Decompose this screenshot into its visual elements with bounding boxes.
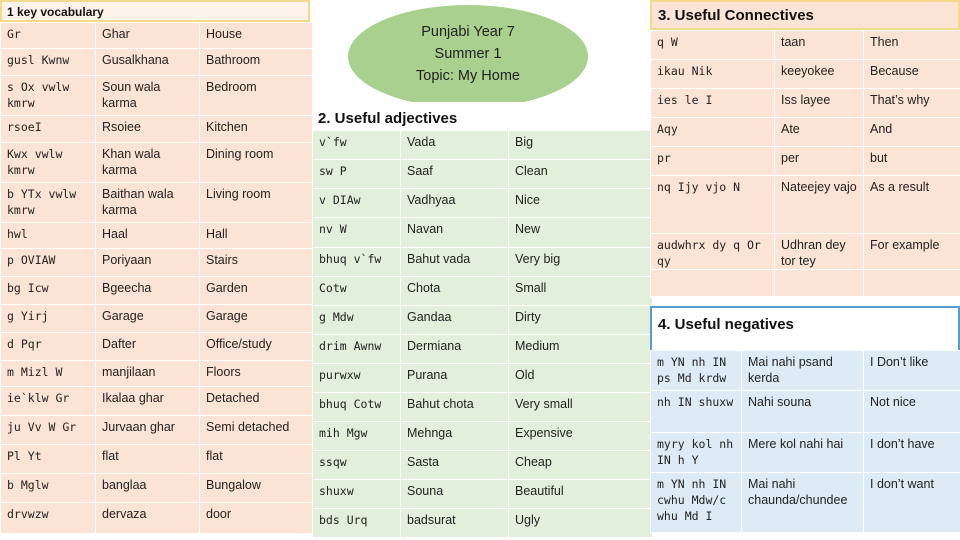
transliteration-cell: Bahut vada	[401, 248, 509, 277]
english-cell: New	[509, 218, 653, 248]
transliteration-cell: Bahut chota	[401, 393, 509, 422]
oval-line-3: Topic: My Home	[416, 68, 520, 84]
transliteration-cell: Nateejey vajo	[775, 176, 864, 234]
transliteration-cell: Saaf	[401, 160, 509, 189]
english-cell: Small	[509, 277, 653, 306]
english-cell: Nice	[509, 189, 653, 218]
english-cell: I don’t have	[864, 433, 960, 473]
english-cell: Hall	[200, 223, 313, 249]
gurmukhi-cell: Kwx vwlw kmrw	[1, 143, 96, 183]
transliteration-cell: Gusalkhana	[96, 49, 200, 76]
transliteration-cell: Dafter	[96, 333, 200, 361]
gurmukhi-cell: pr	[651, 147, 775, 176]
gurmukhi-cell: Pl Yt	[1, 445, 96, 474]
gurmukhi-cell: mih Mgw	[313, 422, 401, 451]
gurmukhi-cell: s Ox vwlw kmrw	[1, 76, 96, 116]
adjectives-row	[313, 451, 653, 480]
vocab-row	[1, 183, 313, 223]
english-cell: Clean	[509, 160, 653, 189]
gurmukhi-cell: rsoeI	[1, 116, 96, 143]
adjectives-row	[313, 364, 653, 393]
adjectives-row	[313, 160, 653, 189]
gurmukhi-cell: b Mglw	[1, 474, 96, 503]
transliteration-cell: Baithan wala karma	[96, 183, 200, 223]
key-vocabulary-panel	[0, 0, 312, 534]
english-cell: Big	[509, 131, 653, 160]
vocab-row	[1, 305, 313, 333]
gurmukhi-cell: b YTx vwlw kmrw	[1, 183, 96, 223]
vocab-row	[1, 23, 313, 49]
english-cell	[864, 270, 960, 297]
gurmukhi-cell: d Pqr	[1, 333, 96, 361]
gurmukhi-cell: drvwzw	[1, 503, 96, 534]
gurmukhi-cell: bds Urq	[313, 509, 401, 538]
english-cell: Ugly	[509, 509, 653, 538]
transliteration-cell: Gandaa	[401, 306, 509, 335]
vocab-row	[1, 445, 313, 474]
connectives-row	[651, 176, 960, 234]
negatives-table	[650, 350, 960, 533]
english-cell: Not nice	[864, 391, 960, 433]
adjectives-row	[313, 189, 653, 218]
vocab-title: 1 key vocabulary	[0, 0, 310, 22]
transliteration-cell: Rsoiee	[96, 116, 200, 143]
english-cell: That’s why	[864, 89, 960, 118]
transliteration-cell: flat	[96, 445, 200, 474]
adjectives-table	[312, 130, 653, 538]
english-cell: Bedroom	[200, 76, 313, 116]
negatives-panel	[650, 306, 960, 533]
negatives-row	[651, 391, 960, 433]
connectives-table	[650, 30, 960, 297]
adjectives-row	[313, 480, 653, 509]
transliteration-cell: keeyokee	[775, 60, 864, 89]
transliteration-cell: Chota	[401, 277, 509, 306]
connectives-title: 3. Useful Connectives	[650, 0, 960, 30]
adjectives-row	[313, 306, 653, 335]
english-cell: Very small	[509, 393, 653, 422]
vocab-row	[1, 76, 313, 116]
gurmukhi-cell: audwhrx dy q Or qy	[651, 234, 775, 270]
transliteration-cell: Dermiana	[401, 335, 509, 364]
vocab-row	[1, 416, 313, 445]
gurmukhi-cell: Gr	[1, 23, 96, 49]
gurmukhi-cell: v`fw	[313, 131, 401, 160]
english-cell: Cheap	[509, 451, 653, 480]
gurmukhi-cell: myry kol nh IN h Y	[651, 433, 742, 473]
transliteration-cell: Vadhyaa	[401, 189, 509, 218]
english-cell: For example	[864, 234, 960, 270]
transliteration-cell: Nahi souna	[742, 391, 864, 433]
english-cell: Living room	[200, 183, 313, 223]
negatives-title: 4. Useful negatives	[650, 306, 960, 350]
transliteration-cell: Sasta	[401, 451, 509, 480]
gurmukhi-cell: m YN nh IN ps Md krdw	[651, 351, 742, 391]
vocab-row	[1, 474, 313, 503]
english-cell: Bathroom	[200, 49, 313, 76]
transliteration-cell: Udhran dey tor tey	[775, 234, 864, 270]
english-cell: Bungalow	[200, 474, 313, 503]
vocab-row	[1, 116, 313, 143]
transliteration-cell: Poriyaan	[96, 249, 200, 277]
english-cell: Old	[509, 364, 653, 393]
connectives-panel	[650, 0, 960, 297]
gurmukhi-cell: nv W	[313, 218, 401, 248]
transliteration-cell: Vada	[401, 131, 509, 160]
adjectives-row	[313, 248, 653, 277]
adjectives-row	[313, 131, 653, 160]
transliteration-cell	[775, 270, 864, 297]
vocab-row	[1, 249, 313, 277]
connectives-row	[651, 89, 960, 118]
topic-oval	[348, 5, 588, 108]
transliteration-cell: Soun wala karma	[96, 76, 200, 116]
gurmukhi-cell: g Yirj	[1, 305, 96, 333]
gurmukhi-cell: bhuq v`fw	[313, 248, 401, 277]
english-cell: Medium	[509, 335, 653, 364]
transliteration-cell: Navan	[401, 218, 509, 248]
transliteration-cell: dervaza	[96, 503, 200, 534]
transliteration-cell: Jurvaan ghar	[96, 416, 200, 445]
english-cell: I don’t want	[864, 473, 960, 533]
gurmukhi-cell: purwxw	[313, 364, 401, 393]
gurmukhi-cell: g Mdw	[313, 306, 401, 335]
adjectives-row	[313, 277, 653, 306]
transliteration-cell: Mere kol nahi hai	[742, 433, 864, 473]
adjectives-row	[313, 335, 653, 364]
english-cell: Garage	[200, 305, 313, 333]
transliteration-cell: Ate	[775, 118, 864, 147]
vocab-row	[1, 387, 313, 416]
gurmukhi-cell: q W	[651, 31, 775, 60]
connectives-row	[651, 118, 960, 147]
gurmukhi-cell: ies le I	[651, 89, 775, 118]
negatives-row	[651, 433, 960, 473]
adjectives-row	[313, 393, 653, 422]
english-cell: Stairs	[200, 249, 313, 277]
vocab-row	[1, 277, 313, 305]
adjectives-row	[313, 509, 653, 538]
transliteration-cell: Haal	[96, 223, 200, 249]
transliteration-cell: Mai nahi psand kerda	[742, 351, 864, 391]
gurmukhi-cell: nh IN shuxw	[651, 391, 742, 433]
english-cell: Kitchen	[200, 116, 313, 143]
english-cell: Expensive	[509, 422, 653, 451]
english-cell: Beautiful	[509, 480, 653, 509]
connectives-row	[651, 234, 960, 270]
gurmukhi-cell: hwl	[1, 223, 96, 249]
english-cell: door	[200, 503, 313, 534]
vocab-row	[1, 361, 313, 387]
english-cell: Garden	[200, 277, 313, 305]
adjectives-row	[313, 422, 653, 451]
english-cell: Office/study	[200, 333, 313, 361]
english-cell: Detached	[200, 387, 313, 416]
vocab-row	[1, 333, 313, 361]
english-cell: And	[864, 118, 960, 147]
transliteration-cell: Bgeecha	[96, 277, 200, 305]
gurmukhi-cell: bg Icw	[1, 277, 96, 305]
transliteration-cell: Mai nahi chaunda/chundee	[742, 473, 864, 533]
gurmukhi-cell: sw P	[313, 160, 401, 189]
gurmukhi-cell: ssqw	[313, 451, 401, 480]
negatives-row	[651, 473, 960, 533]
transliteration-cell: Ghar	[96, 23, 200, 49]
connectives-row	[651, 147, 960, 176]
transliteration-cell: Iss layee	[775, 89, 864, 118]
transliteration-cell: manjilaan	[96, 361, 200, 387]
transliteration-cell: Garage	[96, 305, 200, 333]
transliteration-cell: per	[775, 147, 864, 176]
gurmukhi-cell: ie`klw Gr	[1, 387, 96, 416]
transliteration-cell: Mehnga	[401, 422, 509, 451]
english-cell: but	[864, 147, 960, 176]
english-cell: Because	[864, 60, 960, 89]
oval-line-1: Punjabi Year 7	[421, 24, 515, 40]
transliteration-cell: Ikalaa ghar	[96, 387, 200, 416]
transliteration-cell: Khan wala karma	[96, 143, 200, 183]
gurmukhi-cell: nq Ijy vjo N	[651, 176, 775, 234]
gurmukhi-cell	[651, 270, 775, 297]
vocab-row	[1, 49, 313, 76]
transliteration-cell: badsurat	[401, 509, 509, 538]
gurmukhi-cell: m Mizl W	[1, 361, 96, 387]
gurmukhi-cell: ju Vv W Gr	[1, 416, 96, 445]
gurmukhi-cell: v DIAw	[313, 189, 401, 218]
english-cell: Floors	[200, 361, 313, 387]
english-cell: Dining room	[200, 143, 313, 183]
transliteration-cell: banglaa	[96, 474, 200, 503]
connectives-row	[651, 60, 960, 89]
vocab-row	[1, 503, 313, 534]
gurmukhi-cell: ikau Nik	[651, 60, 775, 89]
connectives-row	[651, 31, 960, 60]
gurmukhi-cell: gusl Kwnw	[1, 49, 96, 76]
english-cell: flat	[200, 445, 313, 474]
english-cell: Very big	[509, 248, 653, 277]
adjectives-row	[313, 218, 653, 248]
adjectives-title: 2. Useful adjectives	[312, 102, 652, 130]
english-cell: Dirty	[509, 306, 653, 335]
vocab-row	[1, 143, 313, 183]
oval-line-2: Summer 1	[434, 46, 502, 62]
english-cell: House	[200, 23, 313, 49]
transliteration-cell: Purana	[401, 364, 509, 393]
gurmukhi-cell: p OVIAW	[1, 249, 96, 277]
english-cell: Then	[864, 31, 960, 60]
transliteration-cell: taan	[775, 31, 864, 60]
english-cell: As a result	[864, 176, 960, 234]
english-cell: Semi detached	[200, 416, 313, 445]
vocab-table	[0, 22, 313, 534]
gurmukhi-cell: Aqy	[651, 118, 775, 147]
adjectives-panel	[312, 102, 652, 538]
gurmukhi-cell: m YN nh IN cwhu Mdw/c whu Md I	[651, 473, 742, 533]
vocab-row	[1, 223, 313, 249]
gurmukhi-cell: drim Awnw	[313, 335, 401, 364]
connectives-row	[651, 270, 960, 297]
english-cell: I Don’t like	[864, 351, 960, 391]
gurmukhi-cell: bhuq Cotw	[313, 393, 401, 422]
gurmukhi-cell: Cotw	[313, 277, 401, 306]
gurmukhi-cell: shuxw	[313, 480, 401, 509]
negatives-row	[651, 351, 960, 391]
transliteration-cell: Souna	[401, 480, 509, 509]
